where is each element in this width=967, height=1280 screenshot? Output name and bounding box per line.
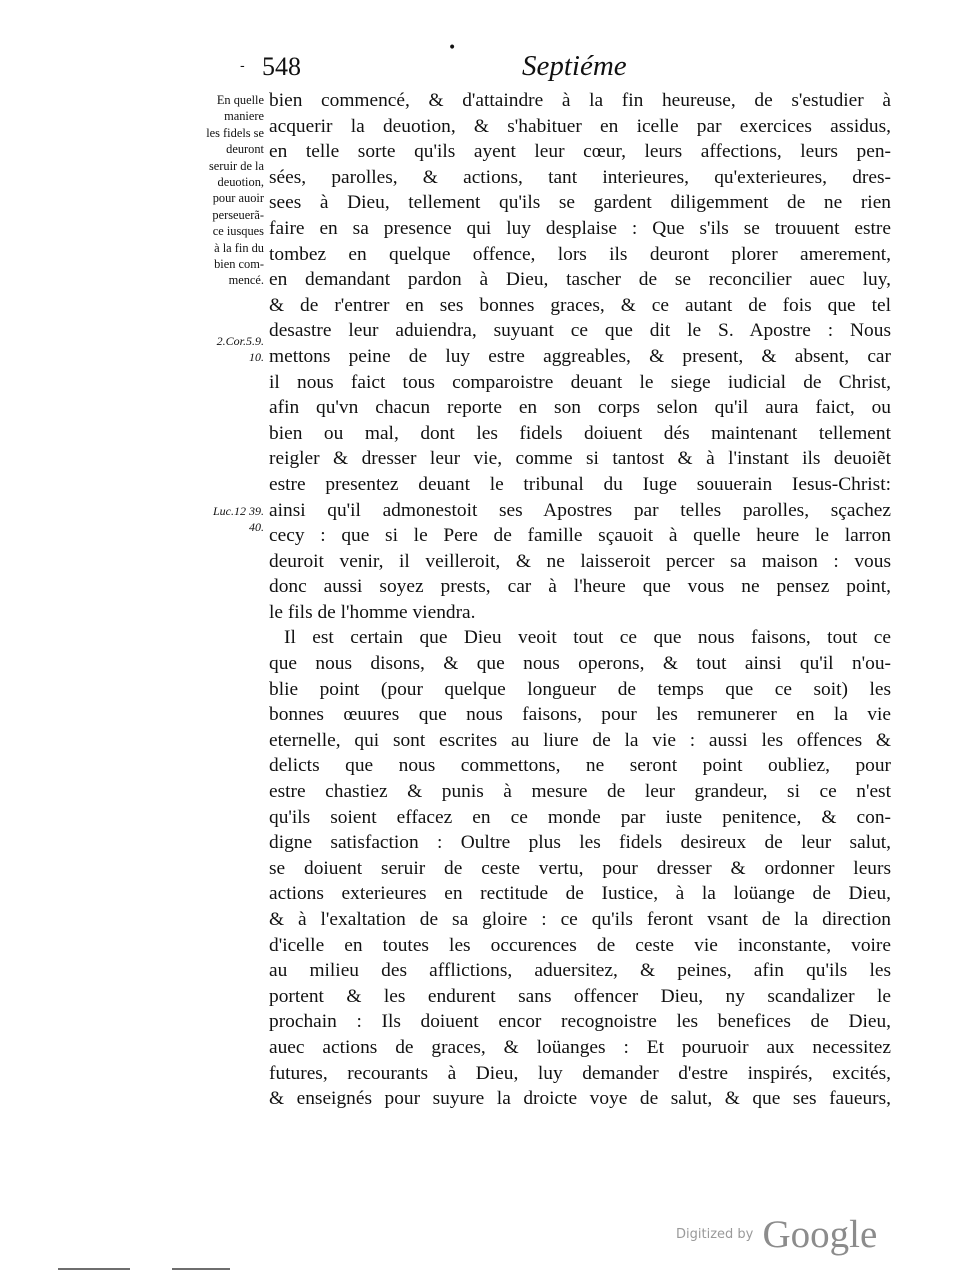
- margin-reference-luc: [178, 503, 264, 535]
- margin-note-line: deuotion,: [217, 175, 264, 190]
- page-number: 548: [262, 52, 301, 81]
- text-line: deuroit venir, il veilleroit, & ne laisseroit percer sa maison : vous: [269, 550, 891, 572]
- text-line: delicts que nous commettons, ne seront point oubliez, pour: [269, 755, 891, 777]
- margin-note-line: perseuerã-: [212, 207, 264, 222]
- text-line: sees à Dieu, tellement qu'ils se gardent diligemment de ne rien: [269, 192, 891, 214]
- text-line: & enseignés pour suyure la droicte voye de salut, & que ses faueurs,: [269, 1088, 891, 1110]
- text-line: d'icelle en toutes les occurences de ceste vie inconstante, voire: [269, 934, 891, 956]
- margin-reference-line: 10.: [249, 350, 264, 364]
- text-line: bien ou mal, dont les fidels doiuent dés maintenant tellement: [269, 422, 891, 444]
- text-line: reigler & dresser leur vie, comme si tantost & à l'instant ils deuoiẽt: [269, 448, 891, 470]
- margin-note-line: ce iusques: [212, 224, 264, 239]
- text-line: qu'ils soient effacez en ce monde par iuste penitence, & con-: [269, 806, 891, 828]
- margin-note-line: pour auoir: [212, 191, 264, 206]
- text-line: que nous disons, & que nous operons, & tout ainsi qu'il n'ou-: [269, 653, 891, 675]
- margin-note-line: à la fin du: [214, 240, 264, 255]
- main-text-block: [269, 88, 891, 1112]
- scan-edge-line: [172, 1268, 230, 1270]
- text-line: faire en sa presence qui luy desplaise : Que s'ils se trouuent estre: [269, 217, 891, 239]
- text-line: Il est certain que Dieu veoit tout ce que nous faisons, tout ce: [284, 627, 891, 649]
- paragraph-2: [269, 625, 891, 1111]
- text-line: auec actions de graces, & loüanges : Et pouruoir aux necessitez: [269, 1036, 891, 1058]
- text-line: au milieu des afflictions, aduersitez, & peines, afin qu'ils les: [269, 960, 891, 982]
- text-line: sées, parolles, & actions, tant interieures, qu'exterieures, dres-: [269, 166, 891, 188]
- text-line: ainsi qu'il admonestoit ses Apostres par telles parolles, sçachez: [269, 499, 891, 521]
- text-line: afin qu'vn chacun reporte en son corps selon qu'il aura faict, ou: [269, 397, 891, 419]
- text-line: estre chastiez & punis à mesure de leur grandeur, si ce n'est: [269, 781, 891, 803]
- margin-note-line: En quelle: [216, 93, 264, 107]
- digitized-by-google-watermark: [676, 1212, 877, 1257]
- text-line: actions exterieures en rectitude de Iustice, à la loüange de Dieu,: [269, 883, 891, 905]
- margin-reference-line: 40.: [249, 520, 264, 534]
- margin-reference-line: Luc.12 39.: [213, 504, 264, 518]
- text-line: bien commencé, & d'attaindre à la fin heureuse, de s'estudier à: [269, 90, 891, 111]
- margin-note-devotion: [178, 92, 264, 289]
- margin-note-line: mencé.: [228, 273, 264, 288]
- text-line: le fils de l'homme viendra.: [269, 601, 476, 623]
- text-line: desastre leur aduiendra, suyuant ce que dit le S. Apostre : Nous: [269, 320, 891, 342]
- text-line: portent & les endurent sans offencer Dieu, ny scandalizer le: [269, 985, 891, 1007]
- margin-reference-2-cor: [178, 333, 264, 365]
- text-line: bonnes œuures que nous faisons, pour les remunerer en la vie: [269, 704, 891, 726]
- text-line: futures, recourants à Dieu, luy demander d'estre inspirés, excités,: [269, 1062, 891, 1084]
- margin-note-line: seruir de la: [208, 158, 264, 173]
- margin-reference-line: 2.Cor.5.9.: [216, 334, 264, 348]
- text-line: donc aussi soyez prests, car à l'heure que vous ne pensez point,: [269, 576, 891, 598]
- text-line: il nous faict tous comparoistre deuant le siege iudicial de Christ,: [269, 371, 891, 393]
- margin-note-line: maniere: [224, 109, 264, 124]
- text-line: eternelle, qui sont escrites au liure de la vie : aussi les offences &: [269, 729, 891, 751]
- page-header: [0, 40, 967, 92]
- margin-note-line: deuront: [226, 142, 264, 157]
- text-line: & à l'exaltation de sa gloire : ce qu'ils feront vsant de la direction: [269, 909, 891, 930]
- running-title: Septiéme: [522, 50, 627, 82]
- text-line: prochain : Ils doiuent encor recognoistre les benefices de Dieu,: [269, 1011, 891, 1033]
- text-line: tombez en quelque offence, lors ils deuront plorer amerement,: [269, 243, 891, 265]
- text-line: se doiuent seruir de ceste vertu, pour dresser & ordonner leurs: [269, 857, 891, 879]
- text-line: & de r'entrer en ses bonnes graces, & ce autant de fois que tel: [269, 294, 891, 316]
- text-line: mettons peine de luy estre aggreables, & present, & absent, car: [269, 345, 891, 367]
- text-line: cecy : que si le Pere de famille sçauoit à quelle heure le larron: [269, 525, 891, 547]
- text-line: estre presentez deuant le tribunal du Iuge souuerain Iesus-Christ:: [269, 473, 891, 495]
- margin-mark-dash: -: [240, 58, 245, 74]
- text-line: acquerir la deuotion, & s'habituer en icelle par exercices assidus,: [269, 115, 891, 137]
- text-line: en telle sorte qu'ils ayent leur cœur, leurs affections, leurs pen-: [269, 141, 891, 163]
- printer-mark-dot: •: [448, 40, 457, 56]
- text-line: blie point (pour quelque longueur de temps que ce soit) les: [269, 678, 891, 700]
- margin-note-line: bien com-: [214, 257, 264, 272]
- scan-edge-line: [58, 1268, 130, 1270]
- margin-note-line: les fidels se: [206, 125, 264, 140]
- digitized-by-label: Digitized by: [676, 1227, 754, 1242]
- text-line: digne satisfaction : Oultre plus les fidels desireux de leur salut,: [269, 832, 891, 854]
- paragraph-1: [269, 88, 891, 625]
- google-logo: Google: [762, 1213, 878, 1256]
- text-line: en demandant pardon à Dieu, tascher de se reconcilier auec luy,: [269, 269, 891, 291]
